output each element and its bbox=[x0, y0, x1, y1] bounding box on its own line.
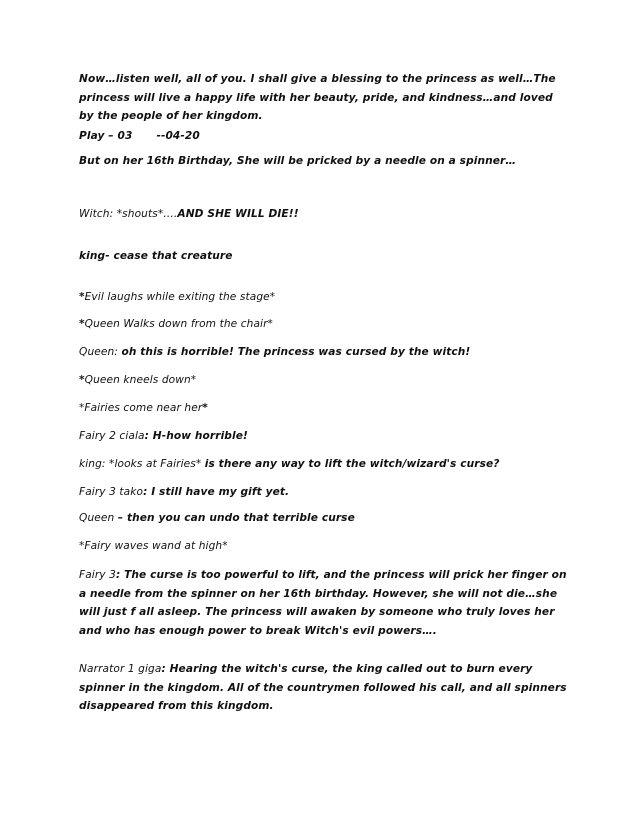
line-queen-undo bbox=[79, 509, 569, 528]
play-label: Play – 03 bbox=[79, 130, 133, 142]
fairies-text: *Fairies come near her bbox=[79, 402, 203, 414]
queen-walks-text: Queen Walks down from the chair* bbox=[84, 318, 273, 330]
fairy3-curse-speaker: Fairy 3 bbox=[79, 569, 116, 581]
line-king-cease bbox=[79, 247, 569, 266]
evil-text: Evil laughs while exiting the stage* bbox=[84, 291, 276, 303]
queen-undo-speaker: Queen bbox=[79, 512, 118, 524]
play-heading bbox=[79, 127, 569, 146]
birthday-text: But on her 16th Birthday, She will be pricked by a needle on a spinner… bbox=[79, 155, 517, 167]
line-fairies-come bbox=[79, 399, 569, 418]
fairy3-curse-speech: : The curse is too powerful to lift, and the princess will prick her finger on a needle from the spinner on her 16th birthday. However, she will not die…she will just f all asleep. The princess will awaken by someone who truly loves her and who has enough power to break Witch's evil powers…. bbox=[79, 569, 567, 637]
queen-speaker: Queen: bbox=[79, 346, 122, 358]
line-evil-laughs bbox=[79, 288, 569, 307]
play-date: --04-20 bbox=[156, 130, 200, 142]
king-asks-speech: is there any way to lift the witch/wizard's curse? bbox=[204, 458, 500, 470]
queen-walks-star: * bbox=[79, 318, 85, 330]
line-narrator bbox=[79, 660, 569, 716]
line-queen-kneels bbox=[79, 371, 569, 390]
line-queen-walks bbox=[79, 315, 569, 334]
queen-kneels-star: * bbox=[79, 374, 85, 386]
queen-speech: oh this is horrible! The princess was cursed by the witch! bbox=[121, 346, 471, 358]
witch-speech: AND SHE WILL DIE!! bbox=[177, 208, 299, 220]
line-witch bbox=[79, 205, 569, 224]
line-queen-horrible bbox=[79, 343, 569, 362]
paragraph-blessing bbox=[79, 70, 569, 126]
line-fairy3-curse bbox=[79, 566, 569, 640]
queen-kneels-text: Queen kneels down* bbox=[84, 374, 197, 386]
line-birthday bbox=[79, 152, 569, 171]
king-asks-speaker: king: *looks at Fairies* bbox=[79, 458, 205, 470]
line-fairy3-gift bbox=[79, 483, 569, 502]
wand-text: *Fairy waves wand at high* bbox=[79, 540, 228, 552]
line-fairy-wand bbox=[79, 537, 569, 556]
fairies-star: * bbox=[202, 402, 208, 414]
line-king-asks bbox=[79, 455, 569, 474]
queen-undo-speech: – then you can undo that terrible curse bbox=[117, 512, 355, 524]
fairy2-speaker: Fairy 2 ciala bbox=[79, 430, 145, 442]
witch-speaker: Witch: *shouts*…. bbox=[79, 208, 178, 220]
fairy3-gift-speech: : I still have my gift yet. bbox=[143, 486, 290, 498]
fairy3-gift-speaker: Fairy 3 tako bbox=[79, 486, 144, 498]
blessing-text: Now…listen well, all of you. I shall give a blessing to the princess as well…The princess will live a happy life with her beauty, pride, and kindness…and loved by the people of her kingdom. bbox=[79, 73, 556, 122]
fairy2-speech: : H-how horrible! bbox=[144, 430, 248, 442]
narrator-speech: : Hearing the witch's curse, the king called out to burn every spinner in the kingdom. All of the countrymen followed his call, and all spinners disappeared from this kingdom. bbox=[79, 663, 567, 712]
king-cease-text: king- cease that creature bbox=[79, 250, 233, 262]
evil-star: * bbox=[79, 291, 85, 303]
line-fairy2 bbox=[79, 427, 569, 446]
narrator-speaker: Narrator 1 giga bbox=[79, 663, 162, 675]
